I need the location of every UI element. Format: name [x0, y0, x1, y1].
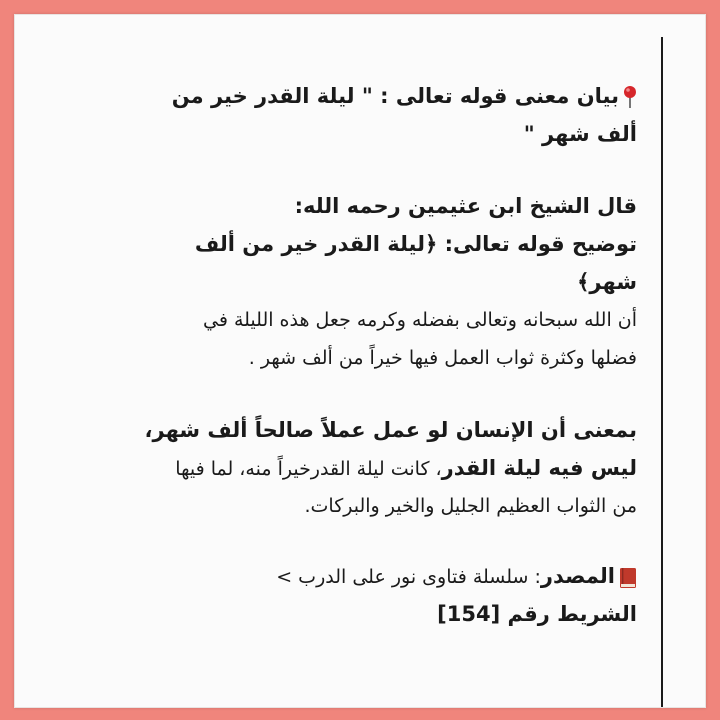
meaning-block [55, 411, 637, 525]
meaning-line-3: من الثواب العظيم الجليل والخير والبركات. [304, 495, 637, 517]
post-card [14, 14, 706, 708]
heading-block [55, 77, 637, 153]
post-text [55, 77, 637, 633]
meaning-line-2-rest: ، كانت ليلة القدرخيراً منه، لما فيها [175, 458, 442, 480]
heading-line-1 [55, 77, 637, 115]
meaning-line-1: بمعنى أن الإنسان لو عمل عملاً صالحاً ألف شهر، [144, 418, 637, 442]
round-pushpin-icon [623, 85, 637, 109]
quote-line-1: قال الشيخ ابن عثيمين رحمه الله: [294, 194, 637, 218]
quote-line-2: توضيح قوله تعالى: ﴿ليلة القدر خير من ألف [194, 232, 637, 256]
source-block [55, 557, 637, 633]
source-line-2: الشريط رقم [154] [437, 602, 637, 626]
quote-line-4: أن الله سبحانه وتعالى بفضله وكرمه جعل هذه الليلة في [202, 309, 637, 331]
quote-line-3: شهر﴾ [577, 270, 637, 294]
quote-line-5: فضلها وكثرة ثواب العمل فيها خيراً من ألف شهر . [248, 347, 637, 369]
source-text: : سلسلة فتاوى نور على الدرب > [276, 566, 541, 588]
source-line-1 [55, 557, 637, 595]
meaning-line-2-bold: ليس فيه ليلة القدر [441, 456, 637, 480]
vertical-rule [661, 37, 663, 708]
red-book-icon [619, 567, 637, 589]
source-label: المصدر [540, 564, 615, 588]
heading-line-2: ألف شهر " [523, 122, 637, 146]
quote-block [55, 187, 637, 377]
heading-text-1: بيان معنى قوله تعالى : " ليلة القدر خير من [171, 84, 619, 108]
meaning-line-2 [55, 449, 637, 487]
